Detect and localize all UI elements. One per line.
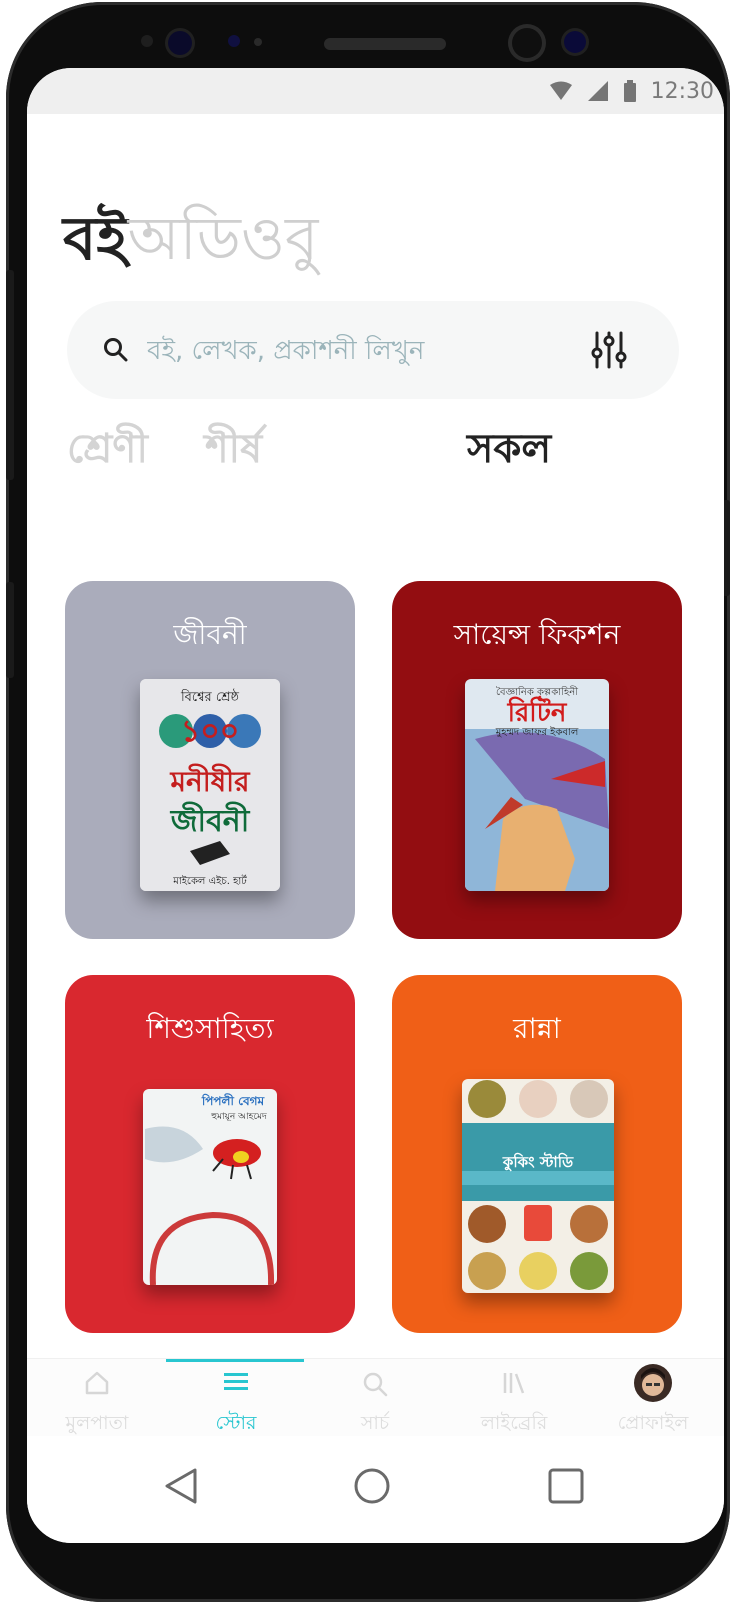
nav-label: সার্চ (360, 1412, 390, 1434)
content-type-switch (63, 204, 318, 274)
nav-label: স্টোর (215, 1412, 257, 1434)
cover-title: রিটিন (507, 698, 567, 728)
phone-frame (6, 2, 730, 1602)
book-cover (465, 679, 609, 891)
bottom-navigation (27, 1358, 724, 1437)
tab-top[interactable]: শীর্ষ (205, 426, 263, 472)
nav-label: লাইব্রেরি (480, 1412, 548, 1434)
nav-search[interactable] (305, 1365, 445, 1435)
cover-line1: মনীষীর (170, 765, 250, 798)
category-title: শিশুসাহিত্য (146, 1012, 274, 1045)
sensor (141, 35, 153, 47)
library-icon (502, 1371, 526, 1395)
avatar (633, 1363, 673, 1403)
book-cover-art (465, 679, 609, 891)
earpiece-speaker (324, 38, 446, 50)
search-input[interactable] (145, 325, 569, 377)
tab-audiobooks[interactable]: অডিওবু (127, 204, 319, 274)
menu-icon (224, 1371, 248, 1393)
filter-sliders-icon[interactable] (591, 331, 627, 369)
app-screen (27, 68, 724, 1543)
filter-tabs (67, 420, 707, 484)
category-card-biography[interactable] (65, 581, 355, 939)
status-time: 12:30 (650, 78, 714, 104)
category-title: রান্না (513, 1012, 561, 1045)
volume-button (6, 270, 14, 480)
search-bar (67, 301, 679, 399)
wifi-icon (549, 81, 573, 101)
cover-author: মুহম্মদ জাফর ইকবাল (495, 727, 579, 738)
home-circle-icon[interactable] (353, 1466, 391, 1506)
sensor (228, 35, 240, 47)
cover-top-text: বৈজ্ঞানিক কল্পকাহিনী (495, 687, 579, 698)
nav-label: মুলপাতা (65, 1412, 129, 1434)
nav-store[interactable] (166, 1365, 306, 1435)
book-cover (462, 1079, 614, 1293)
cover-author: মাইকেল এইচ. হার্ট (173, 876, 247, 887)
sensor (254, 38, 262, 46)
tab-books[interactable]: বই (63, 204, 128, 274)
category-title: সায়েন্স ফিকশন (453, 618, 621, 651)
system-navigation-bar (27, 1436, 724, 1543)
active-tab-indicator (166, 1359, 304, 1362)
front-camera (512, 28, 542, 58)
nav-profile[interactable] (583, 1365, 723, 1435)
cover-author: হুমায়ূন আহমেদ (211, 1112, 267, 1122)
book-cover-art (140, 679, 280, 891)
battery-icon (623, 80, 637, 102)
category-card-cooking[interactable] (392, 975, 682, 1333)
book-cover-art (143, 1089, 277, 1285)
search-icon (103, 337, 129, 363)
back-icon[interactable] (163, 1466, 199, 1506)
bixby-button (6, 582, 14, 678)
cover-title: পিপলী বেগম (201, 1094, 265, 1108)
cover-title: কুকিং স্টাডি (502, 1153, 574, 1171)
nav-home[interactable] (27, 1365, 167, 1435)
tab-all[interactable]: সকল (467, 426, 552, 472)
nav-library[interactable] (444, 1365, 584, 1435)
book-cover (140, 679, 280, 891)
home-icon (84, 1371, 110, 1395)
search-icon (362, 1371, 388, 1397)
book-cover-art (462, 1079, 614, 1293)
category-card-science-fiction[interactable] (392, 581, 682, 939)
cover-number: ১০০ (180, 714, 240, 749)
category-title: জীবনী (173, 618, 247, 651)
recent-apps-icon[interactable] (547, 1466, 585, 1506)
book-cover (143, 1089, 277, 1285)
iris-sensor (168, 31, 192, 55)
cover-line2: জীবনী (170, 804, 250, 839)
tab-category[interactable]: শ্রেণী (67, 426, 148, 472)
iris-camera (564, 31, 586, 53)
cover-top-text: বিশ্বের শ্রেষ্ঠ (180, 690, 240, 705)
status-bar (27, 68, 724, 114)
nav-label: প্রোফাইল (617, 1412, 689, 1434)
category-card-childrens-literature[interactable] (65, 975, 355, 1333)
signal-icon (587, 81, 609, 101)
